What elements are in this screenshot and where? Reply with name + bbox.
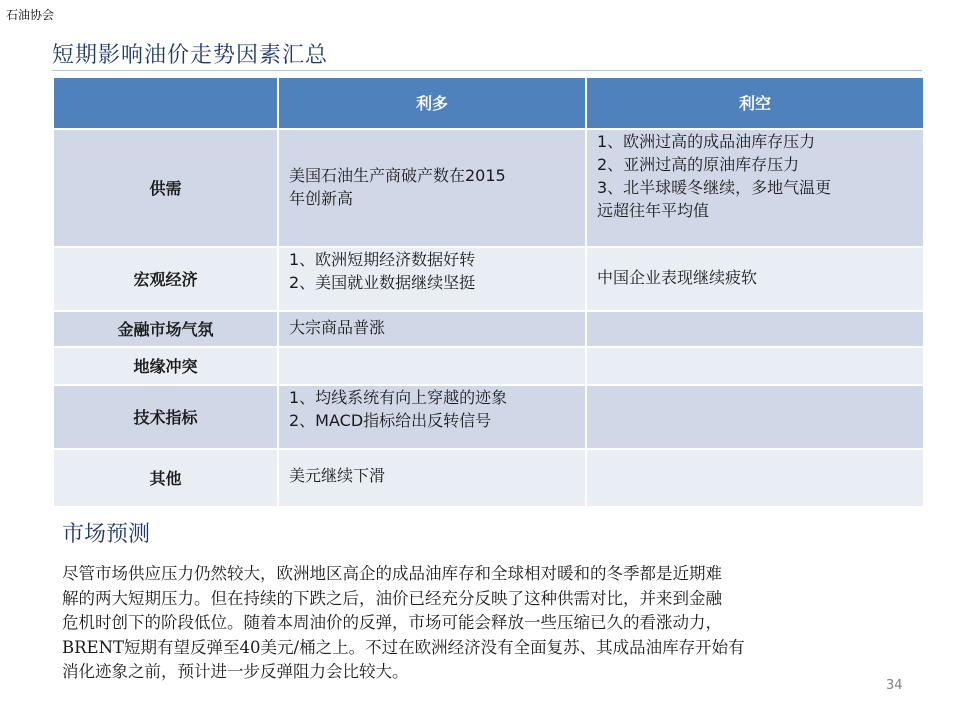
table-row	[53, 449, 924, 507]
table-row	[53, 129, 924, 247]
forecast-line: 消化迹象之前，预计进一步反弹阻力会比较大。	[62, 662, 409, 681]
bullish-cell	[278, 347, 586, 385]
cell-line: 美国石油生产商破产数在2015	[289, 166, 506, 185]
forecast-line: BRENT短期有望反弹至40美元/桶之上。不过在欧洲经济没有全面复苏、其成品油库存开始有	[62, 637, 745, 657]
table-row	[53, 347, 924, 385]
cell-line: 大宗商品普涨	[289, 318, 386, 337]
bullish-cell	[278, 449, 586, 507]
table-header-row	[53, 77, 924, 129]
factor-cell: 技术指标	[53, 385, 278, 449]
forecast-paragraph	[62, 562, 922, 685]
table-row	[53, 311, 924, 347]
factor-table	[52, 76, 925, 508]
cell-line: 中国企业表现继续疲软	[597, 268, 758, 287]
header-cell-bearish: 利空	[586, 77, 924, 129]
cell-line: 美元继续下滑	[289, 466, 386, 485]
cell-line: 1、均线系统有向上穿越的迹象	[289, 388, 508, 407]
organization-label: 石油协会	[6, 8, 55, 22]
bullish-cell	[278, 129, 586, 247]
factor-cell: 其他	[53, 449, 278, 507]
bearish-cell	[586, 129, 924, 247]
slide-title: 短期影响油价走势因素汇总	[52, 43, 329, 68]
forecast-line: 危机时创下的阶段低位。随着本周油价的反弹，市场可能会释放一些压缩已久的看涨动力，	[62, 613, 722, 632]
forecast-line: 尽管市场供应压力仍然较大，欧洲地区高企的成品油库存和全球相对暖和的冬季都是近期难	[62, 564, 722, 583]
bearish-cell	[586, 347, 924, 385]
bearish-cell	[586, 311, 924, 347]
cell-line: 远超往年平均值	[597, 201, 710, 220]
cell-line: 2、MACD指标给出反转信号	[289, 411, 492, 430]
forecast-heading: 市场预测	[62, 522, 151, 547]
bearish-cell	[586, 385, 924, 449]
factor-cell: 供需	[53, 129, 278, 247]
cell-line: 3、北半球暖冬继续，多地气温更	[597, 178, 832, 197]
bullish-cell	[278, 311, 586, 347]
cell-line: 1、欧洲过高的成品油库存压力	[597, 132, 816, 151]
factor-cell: 金融市场气氛	[53, 311, 278, 347]
page-number: 34	[886, 678, 903, 693]
bearish-cell	[586, 449, 924, 507]
forecast-line: 解的两大短期压力。但在持续的下跌之后，油价已经充分反映了这种供需对比，并来到金融	[62, 588, 722, 608]
header-cell-bullish: 利多	[278, 77, 586, 129]
table-row	[53, 385, 924, 449]
cell-line: 1、欧洲短期经济数据好转	[289, 250, 476, 269]
table-row	[53, 247, 924, 311]
cell-line: 2、美国就业数据继续坚挺	[289, 273, 476, 292]
bullish-cell	[278, 385, 586, 449]
cell-line: 2、亚洲过高的原油库存压力	[597, 155, 800, 174]
header-cell-factor	[53, 77, 278, 129]
factor-cell: 地缘冲突	[53, 347, 278, 385]
cell-line: 年创新高	[289, 189, 354, 208]
bullish-cell	[278, 247, 586, 311]
bearish-cell	[586, 247, 924, 311]
factor-cell: 宏观经济	[53, 247, 278, 311]
title-divider	[52, 70, 922, 71]
